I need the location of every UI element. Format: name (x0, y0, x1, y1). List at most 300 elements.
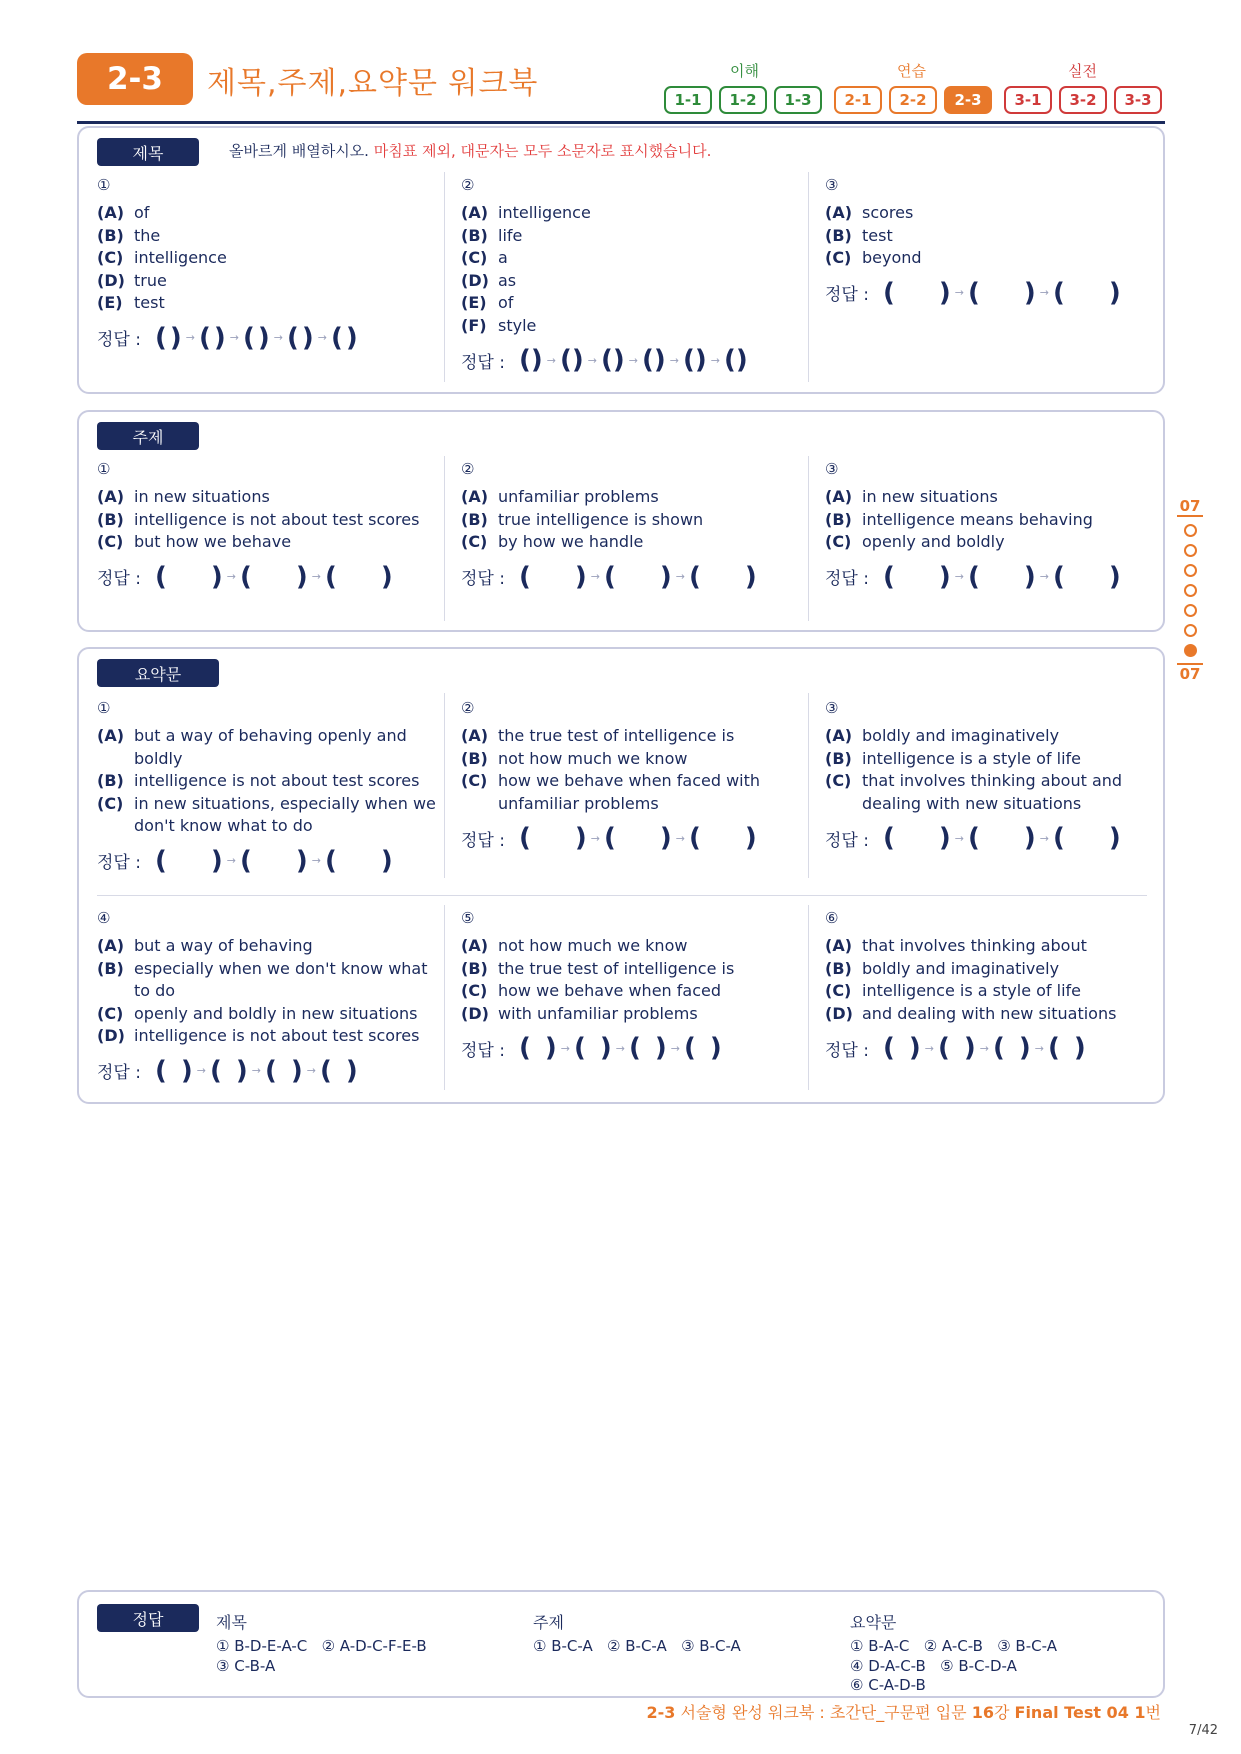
option-text: openly and boldly (862, 532, 1005, 551)
nav-pill-1-1[interactable]: 1-1 (664, 86, 712, 114)
answer-blank[interactable]: ( ) (154, 1055, 193, 1086)
answer-blank[interactable]: ( ) (518, 561, 587, 592)
answer-blank[interactable]: () (723, 345, 748, 375)
question-number: ⑤ (461, 909, 475, 927)
question-number: ① (97, 460, 111, 478)
answer-line (97, 323, 447, 353)
option-row (97, 1025, 447, 1048)
option-row (97, 270, 447, 293)
answer-line (97, 846, 447, 876)
nav-pill-3-1[interactable]: 3-1 (1004, 86, 1052, 114)
question-number: ③ (825, 176, 839, 194)
question-number: ② (461, 176, 475, 194)
progress-dot-icon (1184, 544, 1197, 557)
option-text: not how much we know (498, 748, 688, 768)
option-text: boldly and imaginatively (862, 726, 1060, 745)
unit-badge: 2-3 (77, 53, 193, 105)
answer-key-title-items (216, 1637, 427, 1676)
option-row (97, 935, 447, 958)
answer-label: 정답 : (461, 1040, 505, 1061)
option-text: but how we behave (134, 532, 292, 551)
answer-blank[interactable]: ( ) (198, 322, 226, 353)
option-key: (A) (461, 487, 489, 506)
answer-blank[interactable]: ( ) (1047, 1033, 1086, 1063)
answer-blank[interactable]: ( ) (882, 1033, 921, 1063)
option-row (461, 531, 811, 554)
instruction (229, 140, 711, 161)
summary-section (77, 647, 1165, 1104)
answer-line (461, 823, 811, 853)
option-row (825, 225, 1175, 248)
option-key: (A) (97, 487, 125, 506)
topic-section (77, 410, 1165, 632)
option-row (461, 315, 811, 338)
option-row (461, 486, 811, 509)
answer-label: 정답 : (825, 830, 869, 851)
option-row (461, 980, 811, 1003)
question-number: ② (461, 460, 475, 478)
option-row (461, 509, 811, 532)
option-text: that involves thinking about and dealing with new situations (862, 771, 1123, 813)
option-key: (B) (97, 509, 124, 529)
answer-key-line: ③ C-B-A (216, 1656, 276, 1675)
option-text: unfamiliar problems (498, 487, 659, 506)
answer-blank[interactable]: ( ) (967, 561, 1036, 592)
answer-blank[interactable]: ( ) (154, 561, 223, 592)
question-number: ① (97, 176, 111, 194)
answer-blank[interactable]: ( ) (239, 845, 308, 876)
answer-blank[interactable]: ( ) (882, 823, 951, 853)
answer-blank[interactable]: () (682, 345, 707, 375)
arrow-icon: → (1039, 286, 1049, 299)
answer-blank[interactable]: ( ) (603, 823, 672, 853)
answer-line (825, 278, 1175, 308)
option-key: (D) (825, 1003, 853, 1023)
option-key: (A) (97, 726, 125, 745)
option-key: (A) (825, 936, 853, 955)
option-key: (C) (97, 1003, 124, 1023)
option-key: (C) (825, 532, 852, 551)
answer-label: 정답 : (461, 569, 505, 589)
option-text: intelligence is not about test scores (134, 1026, 420, 1045)
option-row (825, 1003, 1175, 1026)
question-number: ② (461, 699, 475, 717)
option-key: (A) (97, 936, 125, 955)
option-key: (E) (461, 293, 487, 312)
option-row (97, 793, 447, 838)
option-text: and dealing with new situations (862, 1003, 1117, 1023)
option-key: (C) (461, 248, 488, 267)
option-key: (B) (825, 748, 852, 768)
answer-blank[interactable]: ( ) (239, 561, 308, 592)
answer-line (461, 1033, 811, 1063)
answer-blank[interactable]: ( ) (1052, 561, 1121, 592)
question-number: ③ (825, 699, 839, 717)
answer-key-summary-items (850, 1637, 1057, 1696)
answer-key-title-heading: 제목 (216, 1613, 247, 1632)
progress-dot-icon (1184, 604, 1197, 617)
option-row (97, 958, 447, 1003)
title-question-3 (825, 176, 1175, 308)
option-text: intelligence (134, 248, 227, 267)
answer-blank[interactable]: ( ) (209, 1055, 248, 1086)
option-text: true intelligence is shown (498, 509, 704, 529)
answer-key-topic-items (533, 1637, 741, 1657)
option-text: in new situations (862, 487, 998, 506)
answer-blank[interactable]: ( ) (688, 823, 757, 853)
option-key: (F) (461, 315, 487, 335)
arrow-icon: → (954, 286, 964, 299)
answer-blank[interactable]: ( ) (603, 561, 672, 592)
option-row (97, 509, 447, 532)
answer-label: 정답 : (97, 853, 141, 873)
answer-blank[interactable]: ( ) (242, 322, 270, 353)
section-label-topic: 주제 (97, 422, 199, 450)
answer-blank[interactable]: ( ) (882, 277, 951, 308)
option-row (825, 725, 1175, 748)
side-index-top: 07 (1177, 497, 1203, 517)
option-row (97, 1003, 447, 1026)
answer-line (825, 1033, 1175, 1063)
option-text: as (498, 270, 517, 290)
arrow-icon: → (317, 331, 327, 344)
option-key: (B) (461, 958, 488, 978)
option-row (97, 225, 447, 248)
page-title: 제목,주제,요약문 워크북 (207, 66, 539, 101)
answer-blank[interactable]: ( ) (688, 561, 757, 592)
option-text: but a way of behaving (134, 936, 313, 955)
option-key: (A) (825, 726, 853, 745)
option-text: openly and boldly in new situations (134, 1003, 418, 1023)
option-text: that involves thinking about (862, 936, 1087, 955)
group-label-understand: 이해 (730, 62, 759, 80)
answer-blank[interactable]: ( ) (992, 1033, 1031, 1063)
row-divider (97, 895, 1147, 896)
arrow-icon: → (590, 831, 600, 845)
option-row (461, 270, 811, 293)
option-text: how we behave when faced (498, 981, 721, 1000)
option-text: test (134, 293, 165, 312)
instruction-note: 마침표 제외, 대문자는 모두 소문자로 표시했습니다. (373, 142, 712, 160)
answer-key-line: ④ D-A-C-B ⑤ B-C-D-A (850, 1656, 1017, 1675)
arrow-icon: → (1039, 570, 1049, 583)
answer-label: 정답 : (825, 285, 869, 305)
option-key: (A) (461, 936, 489, 955)
arrow-icon: → (675, 831, 685, 845)
answer-blank[interactable]: ( ) (628, 1033, 667, 1063)
option-text: the true test of intelligence is (498, 958, 735, 978)
section-label-title: 제목 (97, 138, 199, 166)
option-text: in new situations, especially when we don't know what to do (134, 793, 436, 835)
option-key: (C) (461, 981, 488, 1000)
summary-question-3 (825, 699, 1175, 853)
arrow-icon: → (587, 353, 597, 367)
arrow-icon: → (675, 570, 685, 583)
option-text: boldly and imaginatively (862, 958, 1060, 978)
title-question-1 (97, 176, 447, 353)
option-key: (E) (97, 293, 123, 312)
option-row (97, 770, 447, 793)
option-row (461, 202, 811, 225)
arrow-icon: → (229, 331, 239, 344)
nav-pill-2-2[interactable]: 2-2 (889, 86, 937, 114)
progress-dot-icon (1184, 644, 1197, 657)
option-row (461, 292, 811, 315)
option-text: with unfamiliar problems (498, 1003, 698, 1023)
group-label-practice: 연습 (897, 62, 926, 80)
answer-key-summary-heading: 요약문 (850, 1613, 897, 1632)
nav-pill-3-2[interactable]: 3-2 (1059, 86, 1107, 114)
option-key: (A) (461, 203, 489, 222)
option-key: (B) (97, 771, 124, 790)
summary-question-4 (97, 909, 447, 1086)
answer-label: 정답 : (825, 569, 869, 589)
arrow-icon: → (273, 331, 283, 344)
arrow-icon: → (1034, 1041, 1044, 1055)
option-key: (D) (461, 270, 489, 290)
arrow-icon: → (560, 1041, 570, 1055)
option-key: (D) (461, 1003, 489, 1023)
summary-question-5 (461, 909, 811, 1063)
option-row (825, 531, 1175, 554)
answer-key-topic-heading: 주제 (533, 1613, 564, 1632)
answer-key-line: ① B-D-E-A-C ② A-D-C-F-E-B (216, 1637, 427, 1655)
arrow-icon: → (1039, 831, 1049, 845)
answer-blank[interactable]: ( ) (1052, 823, 1121, 853)
option-key: (D) (97, 1026, 125, 1045)
answer-blank[interactable]: ( ) (286, 322, 314, 353)
option-text: intelligence (498, 203, 591, 222)
arrow-icon: → (954, 570, 964, 583)
answer-line (461, 345, 811, 375)
answer-line (825, 562, 1175, 592)
option-row (825, 748, 1175, 771)
answer-label: 정답 : (461, 352, 505, 373)
option-text: the (134, 225, 161, 245)
answer-blank[interactable]: ( ) (937, 1033, 976, 1063)
instruction-main: 올바르게 배열하시오. (229, 142, 369, 160)
option-text: intelligence means behaving (862, 509, 1093, 529)
option-key: (D) (97, 270, 125, 290)
option-key: (B) (97, 958, 124, 978)
option-key: (B) (461, 509, 488, 529)
option-key: (B) (825, 958, 852, 978)
arrow-icon: → (615, 1041, 625, 1055)
option-key: (C) (97, 532, 124, 551)
option-key: (B) (461, 748, 488, 768)
answer-blank[interactable]: () (559, 345, 584, 375)
title-section (77, 126, 1165, 394)
summary-question-1 (97, 699, 447, 876)
arrow-icon: → (710, 353, 720, 367)
page-number: 7/42 (1188, 1723, 1218, 1738)
answer-key-line: ① B-C-A ② B-C-A ③ B-C-A (533, 1637, 741, 1655)
option-text: the true test of intelligence is (498, 726, 735, 745)
arrow-icon: → (306, 1064, 316, 1077)
option-text: intelligence is not about test scores (134, 771, 420, 790)
option-row (461, 1003, 811, 1026)
arrow-icon: → (669, 353, 679, 367)
option-row (825, 770, 1175, 815)
question-number: ① (97, 699, 111, 717)
progress-dot-icon (1184, 564, 1197, 577)
option-row (461, 748, 811, 771)
option-row (461, 725, 811, 748)
nav-pill-1-2[interactable]: 1-2 (719, 86, 767, 114)
arrow-icon: → (546, 353, 556, 367)
answer-key-line: ⑥ C-A-D-B (850, 1676, 926, 1694)
option-row (461, 770, 811, 815)
option-text: especially when we don't know what to do (134, 958, 428, 1000)
option-text: intelligence is not about test scores (134, 509, 420, 529)
question-number: ⑥ (825, 909, 839, 927)
answer-blank[interactable]: () (641, 345, 666, 375)
answer-blank[interactable]: () (600, 345, 625, 375)
arrow-icon: → (185, 331, 195, 344)
option-key: (B) (825, 509, 852, 529)
section-label-summary: 요약문 (97, 659, 219, 687)
option-key: (C) (461, 771, 488, 790)
answer-key-box (77, 1590, 1165, 1698)
option-text: test (862, 225, 893, 245)
nav-pill-3-3[interactable]: 3-3 (1114, 86, 1162, 114)
answer-key-label: 정답 (97, 1604, 199, 1632)
answer-blank[interactable]: ( ) (518, 823, 587, 853)
answer-line (825, 823, 1175, 853)
answer-line (97, 1056, 447, 1086)
option-text: intelligence is a style of life (862, 748, 1081, 768)
topic-question-2 (461, 460, 811, 592)
arrow-icon: → (311, 854, 321, 867)
answer-label: 정답 : (97, 330, 141, 350)
answer-blank[interactable]: ( ) (573, 1033, 612, 1063)
answer-blank[interactable]: ( ) (154, 845, 223, 876)
title-question-2 (461, 176, 811, 375)
arrow-icon: → (924, 1041, 934, 1055)
option-key: (A) (825, 203, 853, 222)
option-row (825, 935, 1175, 958)
option-key: (B) (461, 225, 488, 245)
option-text: not how much we know (498, 936, 688, 955)
option-row (97, 247, 447, 270)
nav-pill-2-3[interactable]: 2-3 (944, 86, 992, 114)
option-row (825, 509, 1175, 532)
nav-pill-2-1[interactable]: 2-1 (834, 86, 882, 114)
option-text: intelligence is a style of life (862, 981, 1081, 1000)
progress-dot-icon (1184, 624, 1197, 637)
arrow-icon: → (311, 570, 321, 583)
option-row (97, 486, 447, 509)
answer-label: 정답 : (825, 1040, 869, 1061)
option-row (461, 935, 811, 958)
answer-blank[interactable]: ( ) (518, 1033, 557, 1063)
option-text: but a way of behaving openly and boldly (134, 726, 407, 768)
option-key: (A) (461, 726, 489, 745)
topic-question-3 (825, 460, 1175, 592)
answer-key-line: ① B-A-C ② A-C-B ③ B-C-A (850, 1637, 1057, 1655)
answer-line (461, 562, 811, 592)
footer-caption: 2-3 서술형 완성 워크북 : 초간단_구문편 입문 16강 Final Test 04 1번 (646, 1703, 1161, 1722)
option-row (461, 247, 811, 270)
option-key: (A) (825, 487, 853, 506)
option-text: by how we handle (498, 532, 644, 551)
side-index-bottom: 07 (1177, 663, 1203, 683)
header-divider (77, 121, 1165, 124)
option-key: (C) (825, 771, 852, 790)
progress-dot-icon (1184, 524, 1197, 537)
option-key: (C) (825, 981, 852, 1000)
option-text: how we behave when faced with unfamiliar problems (498, 771, 761, 813)
option-row (461, 225, 811, 248)
arrow-icon: → (226, 854, 236, 867)
answer-blank[interactable]: ( ) (330, 322, 358, 353)
option-key: (C) (461, 532, 488, 551)
option-row (825, 958, 1175, 981)
option-key: (A) (97, 203, 125, 222)
answer-blank[interactable]: () (518, 345, 543, 375)
side-index (1177, 497, 1203, 683)
answer-label: 정답 : (461, 830, 505, 851)
group-label-real: 실전 (1068, 62, 1097, 80)
option-text: style (498, 315, 537, 335)
option-text: a (498, 248, 508, 267)
option-text: of (134, 203, 150, 222)
option-key: (B) (825, 225, 852, 245)
option-row (825, 202, 1175, 225)
answer-blank[interactable]: ( ) (264, 1055, 303, 1086)
answer-blank[interactable]: ( ) (1052, 277, 1121, 308)
answer-blank[interactable]: ( ) (324, 561, 393, 592)
answer-blank[interactable]: ( ) (967, 277, 1036, 308)
answer-blank[interactable]: ( ) (683, 1033, 722, 1063)
option-row (825, 247, 1175, 270)
option-text: beyond (862, 248, 922, 267)
option-key: (B) (97, 225, 124, 245)
answer-blank[interactable]: ( ) (967, 823, 1036, 853)
answer-line (97, 562, 447, 592)
arrow-icon: → (670, 1041, 680, 1055)
option-text: of (498, 293, 514, 312)
option-key: (C) (97, 793, 124, 813)
answer-blank[interactable]: ( ) (882, 561, 951, 592)
nav-pill-1-3[interactable]: 1-3 (774, 86, 822, 114)
option-text: life (498, 225, 523, 245)
progress-dot-icon (1184, 584, 1197, 597)
option-key: (C) (97, 248, 124, 267)
summary-question-6 (825, 909, 1175, 1063)
answer-blank[interactable]: ( ) (154, 322, 182, 353)
arrow-icon: → (979, 1041, 989, 1055)
answer-label: 정답 : (97, 569, 141, 589)
arrow-icon: → (590, 570, 600, 583)
answer-blank[interactable]: ( ) (324, 845, 393, 876)
question-number: ④ (97, 909, 111, 927)
arrow-icon: → (954, 831, 964, 845)
arrow-icon: → (196, 1064, 206, 1077)
topic-question-1 (97, 460, 447, 592)
option-row (97, 531, 447, 554)
arrow-icon: → (226, 570, 236, 583)
option-text: in new situations (134, 487, 270, 506)
answer-blank[interactable]: ( ) (319, 1055, 358, 1086)
option-row (825, 980, 1175, 1003)
option-row (97, 725, 447, 770)
option-text: true (134, 270, 167, 290)
option-row (461, 958, 811, 981)
answer-label: 정답 : (97, 1063, 141, 1083)
arrow-icon: → (628, 353, 638, 367)
option-text: scores (862, 203, 914, 222)
